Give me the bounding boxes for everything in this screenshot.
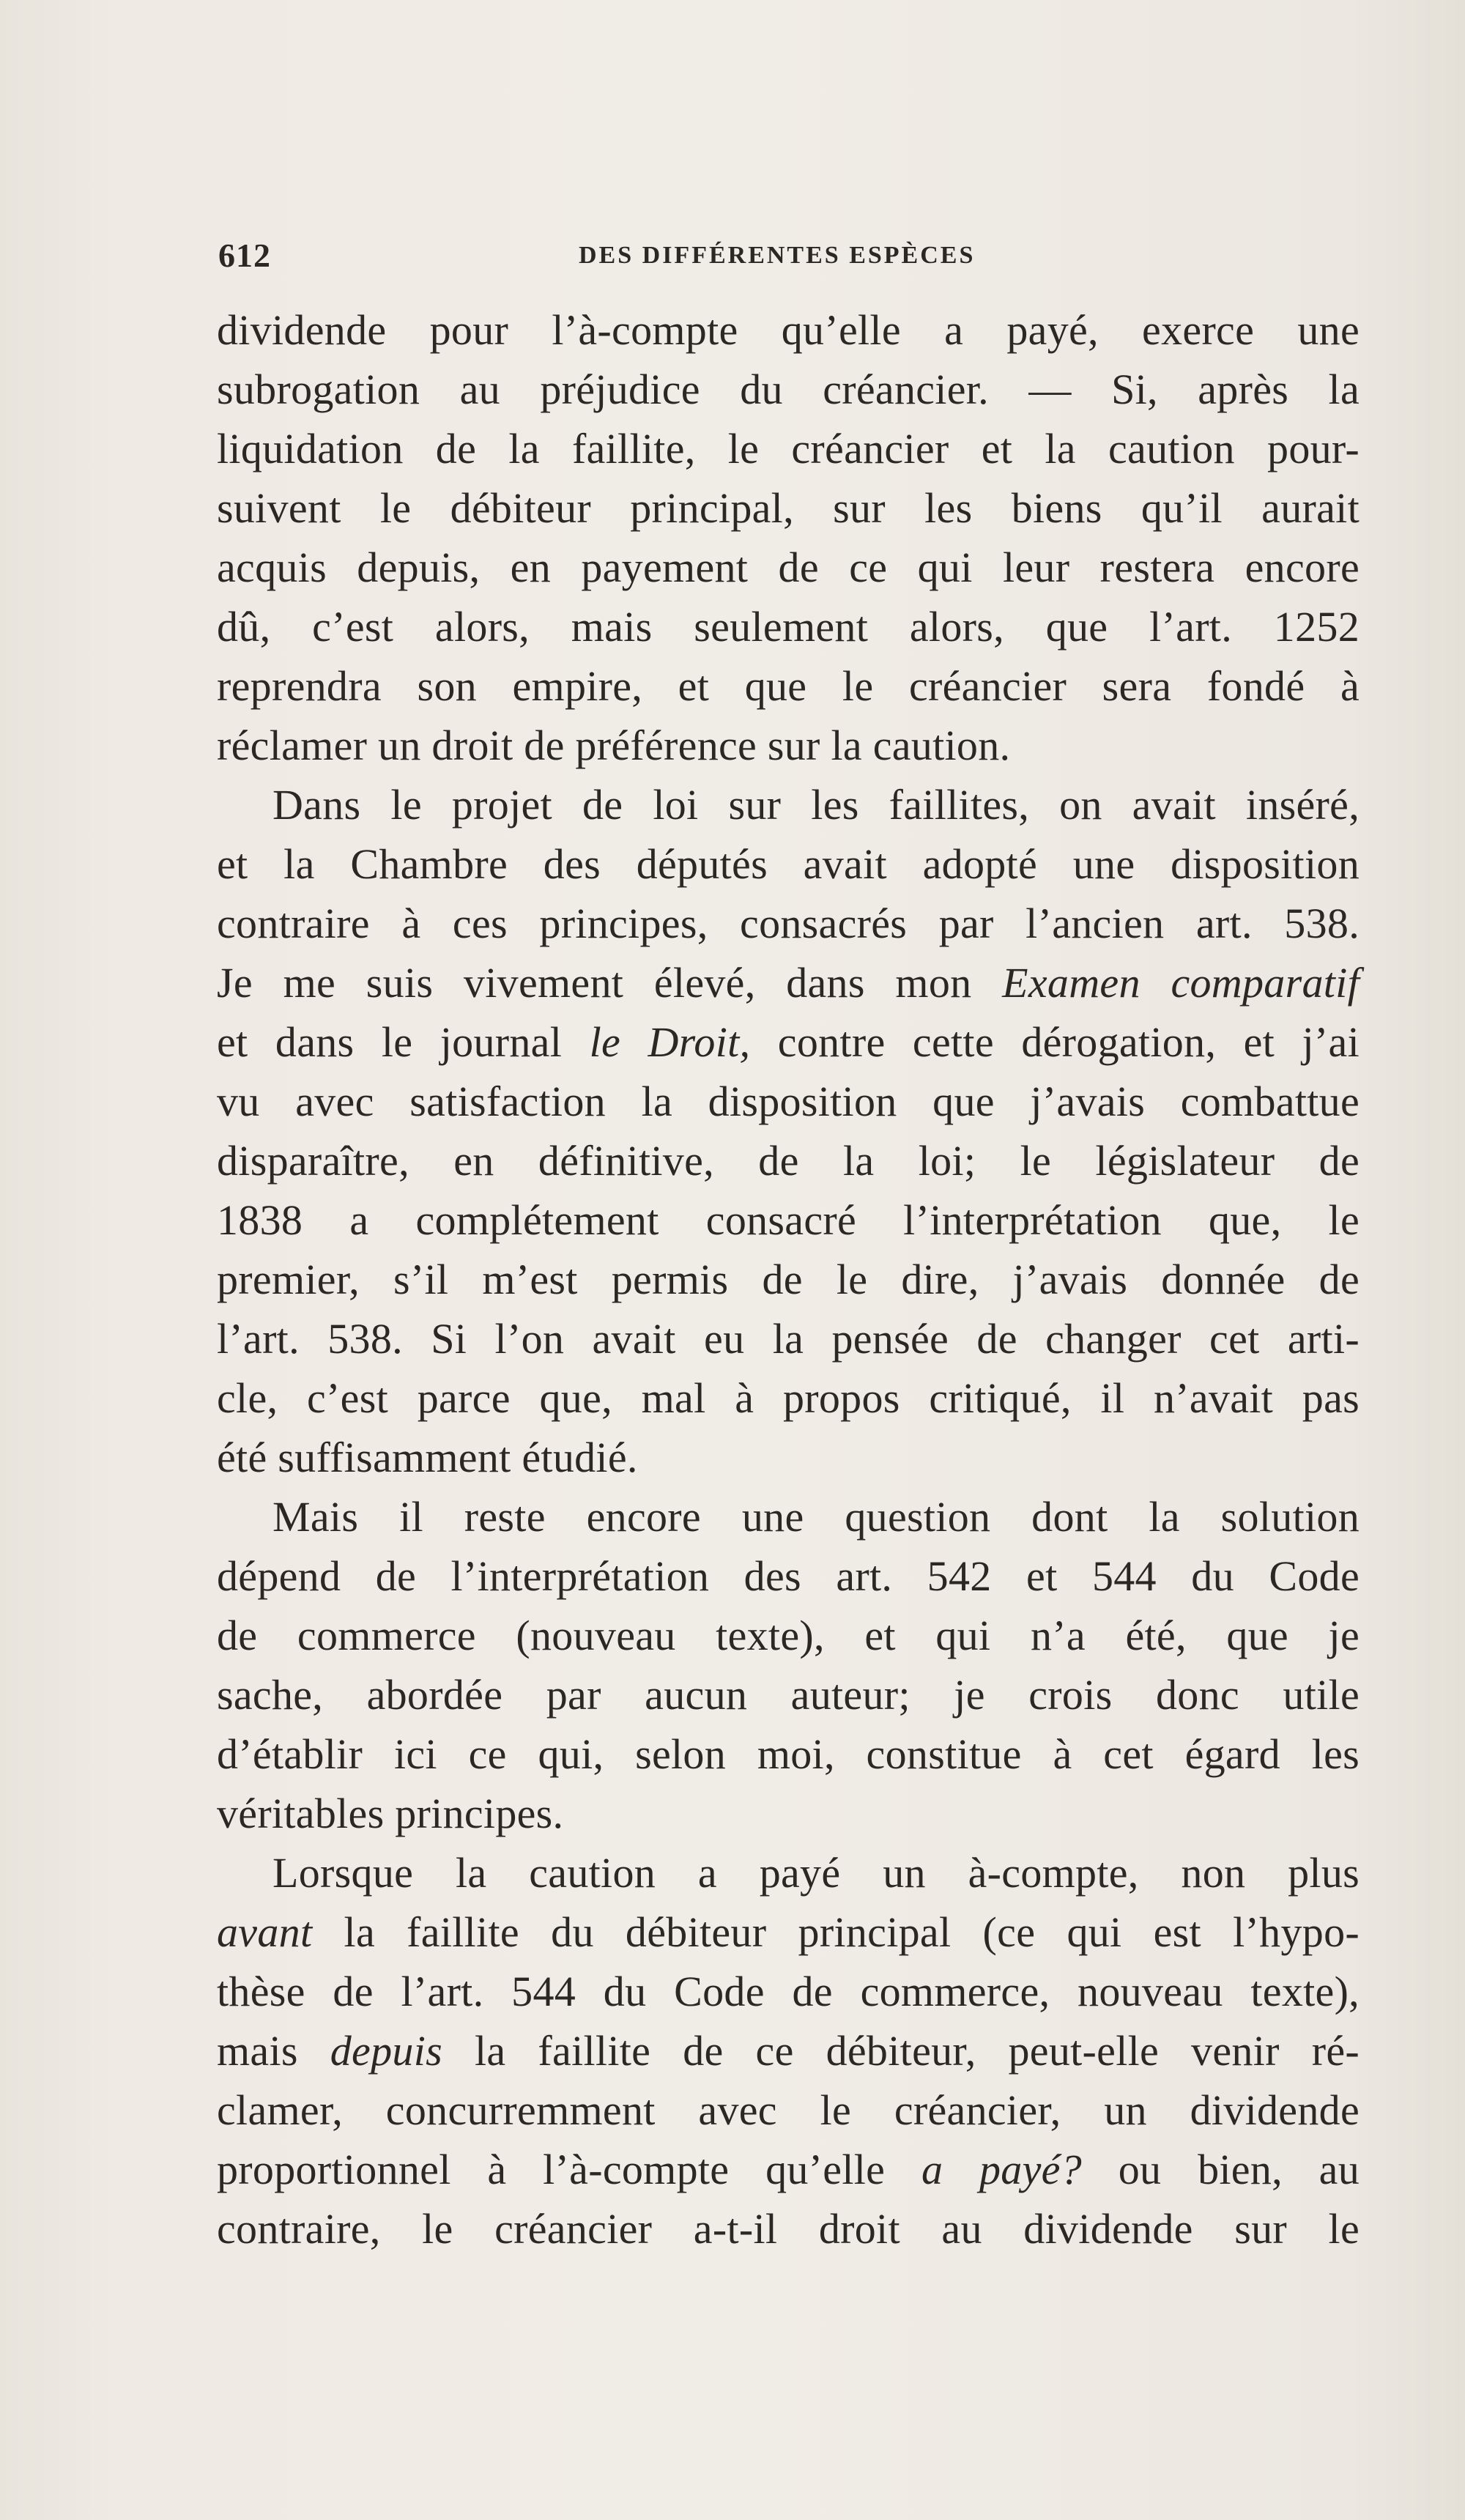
text-line: suivent le débiteur principal, sur les biens qu’il aurait (217, 484, 1360, 532)
text-line: dû, c’est alors, mais seulement alors, que l’art. 1252 (217, 603, 1360, 651)
text-segment: mais (217, 2027, 298, 2075)
text-line: été suffisamment étudié. (217, 1434, 638, 1481)
text-line: dépend de l’interprétation des art. 542 et 544 du Code (217, 1552, 1360, 1600)
text-line: clamer, concurremment avec le créancier, un dividende (217, 2086, 1360, 2134)
text-line: de commerce (nouveau texte), et qui n’a été, que je (217, 1612, 1360, 1659)
text-segment: contre cette dérogation, et j’ai (777, 1018, 1360, 1066)
text-segment: Je me suis vivement élevé, dans mon (217, 959, 972, 1007)
text-line-with-title (217, 953, 1360, 1012)
text-line: disparaître, en définitive, de la loi; le législateur de (217, 1137, 1360, 1185)
text-line: véritables principes. (217, 1790, 564, 1837)
text-line: vu avec satisfaction la disposition que j’avais combattue (217, 1078, 1360, 1125)
italic-word: depuis (330, 2027, 442, 2075)
text-line: acquis depuis, en payement de ce qui leur restera encore (217, 544, 1360, 591)
italic-title: le Droit, (589, 1018, 751, 1066)
text-line: dividende pour l’à-compte qu’elle a payé, exerce une (217, 306, 1360, 354)
text-line: contraire, le créancier a-t-il droit au dividende sur le (217, 2205, 1360, 2253)
text-line: sache, abordée par aucun auteur; je crois donc utile (217, 1671, 1360, 1719)
italic-word: a payé? (921, 2146, 1082, 2193)
text-line-with-title (217, 1012, 1360, 1072)
running-head (218, 236, 1361, 280)
text-segment: la faillite de ce débiteur, peut-elle venir ré- (474, 2027, 1360, 2075)
italic-title: Examen comparatif (1002, 959, 1360, 1007)
text-line: liquidation de la faillite, le créancier et la caution pour- (217, 425, 1360, 472)
text-line: l’art. 538. Si l’on avait eu la pensée de changer cet arti- (217, 1315, 1360, 1363)
text-segment: la faillite du débiteur principal (ce qui est l’hypo- (344, 1908, 1360, 1956)
text-line: Lorsque la caution a payé un à-compte, non plus (272, 1849, 1360, 1897)
text-line: cle, c’est parce que, mal à propos critiqué, il n’avait pas (217, 1374, 1360, 1422)
text-line-with-emphasis (217, 2021, 1360, 2080)
text-line: contraire à ces principes, consacrés par l’ancien art. 538. (217, 900, 1360, 947)
text-line: 1838 a complétement consacré l’interprétation que, le (217, 1196, 1360, 1244)
text-segment: ou bien, au (1118, 2146, 1360, 2193)
text-line: d’établir ici ce qui, selon moi, constitue à cet égard les (217, 1730, 1360, 1778)
text-line: et la Chambre des députés avait adopté une disposition (217, 840, 1360, 888)
text-line: reprendra son empire, et que le créancier sera fondé à (217, 662, 1360, 710)
text-line: Dans le projet de loi sur les faillites, on avait inséré, (272, 781, 1360, 829)
text-line: Mais il reste encore une question dont la solution (272, 1493, 1360, 1541)
italic-word: avant (217, 1908, 313, 1956)
page-number: 612 (218, 237, 271, 274)
text-line: subrogation au préjudice du créancier. — Si, après la (217, 366, 1360, 413)
text-segment: proportionnel à l’à-compte qu’elle (217, 2146, 886, 2193)
text-line-with-emphasis (217, 2140, 1360, 2199)
body-text (217, 300, 1360, 2258)
text-line-with-emphasis (217, 1902, 1360, 1962)
text-line: thèse de l’art. 544 du Code de commerce, nouveau texte), (217, 1968, 1360, 2015)
running-title: DES DIFFÉRENTES ESPÈCES (579, 242, 976, 269)
text-line: réclamer un droit de préférence sur la caution. (217, 722, 1011, 769)
text-line: premier, s’il m’est permis de le dire, j’avais donnée de (217, 1256, 1360, 1303)
text-segment: et dans le journal (217, 1018, 563, 1066)
